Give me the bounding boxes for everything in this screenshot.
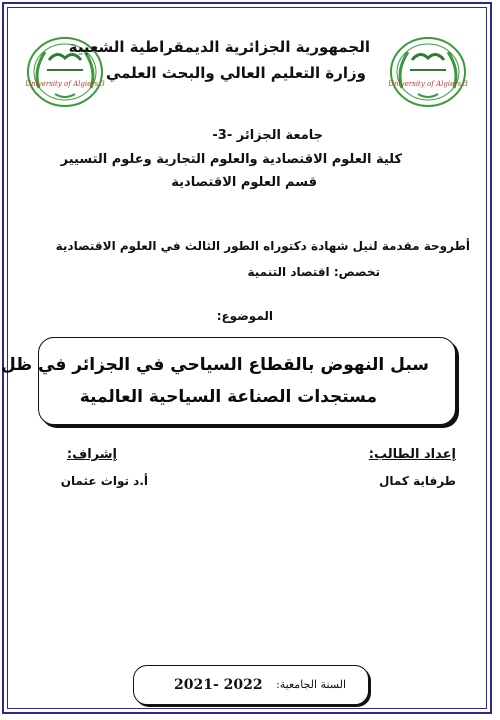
academic-year-label: السنة الجامعية: — [276, 678, 346, 691]
academic-year-box — [133, 665, 369, 705]
academic-year-value: 2021- 2022 — [174, 677, 263, 693]
university-logo-right — [386, 30, 470, 114]
thesis-specialty: تخصص: اقتصاد التنمية — [247, 265, 380, 279]
department-name: قسم العلوم الاقتصادية — [171, 175, 317, 190]
thesis-title-box — [0, 337, 456, 425]
university-name: جامعة الجزائر -3- — [212, 128, 323, 143]
thesis-title-line-1: سبل النهوض بالقطاع السياحي في الجزائر في ظل — [0, 355, 429, 375]
supervisor-name: أ.د تواث عثمان — [60, 474, 148, 488]
republic-name: الجمهورية الجزائرية الديمقراطية الشعبية — [68, 38, 370, 56]
logo-caption: University of Algiers 3 — [25, 80, 105, 88]
logo-caption: University of Algiers 3 — [388, 80, 468, 88]
ministry-name: وزارة التعليم العالي والبحث العلمي — [105, 64, 366, 82]
thesis-description: أطروحة مقدمة لنيل شهادة دكتوراه الطور الثالث في العلوم الاقتصادية — [55, 239, 470, 253]
subject-label: الموضوع: — [216, 309, 273, 323]
faculty-name: كلية العلوم الاقتصادية والعلوم التجارية وعلوم التسيير — [60, 152, 402, 167]
student-label: إعداد الطالب: — [368, 447, 456, 462]
thesis-title-line-2: مستجدات الصناعة السياحية العالمية — [79, 387, 377, 407]
student-name: طرفاية كمال — [378, 474, 456, 488]
supervisor-label: إشراف: — [66, 447, 117, 462]
